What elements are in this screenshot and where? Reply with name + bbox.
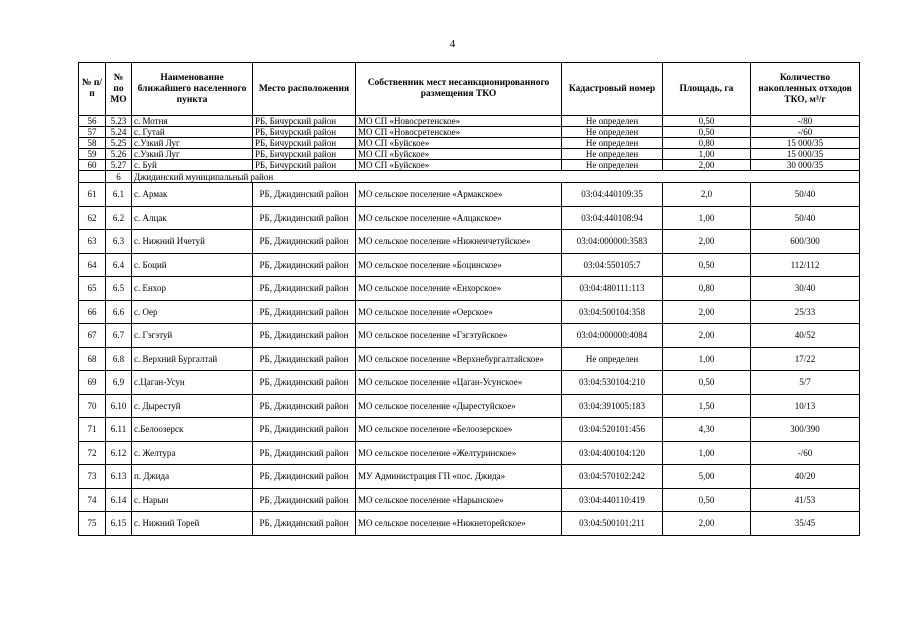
cell-cadastral: 03:04:520101:456 bbox=[562, 418, 663, 442]
header-area: Площадь, га bbox=[663, 63, 751, 116]
cell-settlement: с. Дырестуй bbox=[132, 394, 253, 418]
cell-volume: 40/52 bbox=[751, 324, 860, 348]
table-body-dzhida bbox=[79, 183, 860, 536]
cell-owner: МО сельское поселение «Енхорское» bbox=[356, 277, 562, 301]
cell-owner: МО сельское поселение «Желтуринское» bbox=[356, 441, 562, 465]
cell-mo-num: 6.15 bbox=[106, 512, 132, 536]
table-row bbox=[79, 441, 860, 465]
cell-num: 60 bbox=[79, 160, 106, 171]
cell-area: 4,30 bbox=[663, 418, 751, 442]
cell-num: 67 bbox=[79, 324, 106, 348]
cell-volume: 40/20 bbox=[751, 465, 860, 489]
cell-num: 75 bbox=[79, 512, 106, 536]
cell-settlement: с. Нижний Ичетуй bbox=[132, 230, 253, 254]
table-row bbox=[79, 465, 860, 489]
cell-volume: -/60 bbox=[751, 441, 860, 465]
cell-cadastral: Не определен bbox=[562, 160, 663, 171]
cell-mo-num: 6.2 bbox=[106, 206, 132, 230]
cell-num: 63 bbox=[79, 230, 106, 254]
cell-cadastral: 03:04:400104:120 bbox=[562, 441, 663, 465]
cell-num: 61 bbox=[79, 183, 106, 207]
cell-location: РБ, Джидинский район bbox=[253, 300, 356, 324]
table-row bbox=[79, 324, 860, 348]
cell-cadastral: Не определен bbox=[562, 149, 663, 160]
cell-num: 71 bbox=[79, 418, 106, 442]
section-row bbox=[79, 171, 860, 183]
cell-mo-num: 5.24 bbox=[106, 127, 132, 138]
cell-volume: 15 000/35 bbox=[751, 149, 860, 160]
cell-location: РБ, Джидинский район bbox=[253, 512, 356, 536]
cell-owner: МУ Администрация ГП «пос. Джида» bbox=[356, 465, 562, 489]
cell-settlement: с. Верхний Бургалтай bbox=[132, 347, 253, 371]
table-row bbox=[79, 300, 860, 324]
cell-location: РБ, Джидинский район bbox=[253, 394, 356, 418]
cell-volume: 41/53 bbox=[751, 488, 860, 512]
cell-mo-num: 6.8 bbox=[106, 347, 132, 371]
cell-cadastral: 03:04:000000:3583 bbox=[562, 230, 663, 254]
cell-mo-num: 6.10 bbox=[106, 394, 132, 418]
table-row bbox=[79, 160, 860, 171]
cell-mo-num: 6.9 bbox=[106, 371, 132, 395]
table-header-row bbox=[79, 63, 860, 116]
cell-num: 58 bbox=[79, 138, 106, 149]
cell-num: 62 bbox=[79, 206, 106, 230]
cell-volume: 30 000/35 bbox=[751, 160, 860, 171]
cell-area: 0,80 bbox=[663, 138, 751, 149]
cell-num: 66 bbox=[79, 300, 106, 324]
cell-cadastral: 03:04:480111:113 bbox=[562, 277, 663, 301]
cell-mo-num: 5.26 bbox=[106, 149, 132, 160]
cell-num: 73 bbox=[79, 465, 106, 489]
table-row bbox=[79, 206, 860, 230]
table-row bbox=[79, 371, 860, 395]
cell-settlement: с.Узкий Луг bbox=[132, 138, 253, 149]
cell-owner: МО СП «Новосретенское» bbox=[356, 127, 562, 138]
cell-cadastral: 03:04:550105:7 bbox=[562, 253, 663, 277]
cell-volume: 17/22 bbox=[751, 347, 860, 371]
table-row bbox=[79, 183, 860, 207]
cell-num: 64 bbox=[79, 253, 106, 277]
cell-settlement: с. Гутай bbox=[132, 127, 253, 138]
cell-volume: -/80 bbox=[751, 116, 860, 127]
table-row bbox=[79, 347, 860, 371]
cell-location: РБ, Джидинский район bbox=[253, 183, 356, 207]
table-row bbox=[79, 394, 860, 418]
table-row bbox=[79, 230, 860, 254]
cell-cadastral: 03:04:530104:210 bbox=[562, 371, 663, 395]
cell-cadastral: Не определен bbox=[562, 116, 663, 127]
cell-location: РБ, Бичурский район bbox=[253, 160, 356, 171]
cell-owner: МО сельское поселение «Нижнеичетуйское» bbox=[356, 230, 562, 254]
cell-location: РБ, Джидинский район bbox=[253, 230, 356, 254]
cell-cadastral: 03:04:440109:35 bbox=[562, 183, 663, 207]
table-row bbox=[79, 418, 860, 442]
cell-settlement: п. Джида bbox=[132, 465, 253, 489]
cell-owner: МО СП «Новосретенское» bbox=[356, 116, 562, 127]
cell-settlement: с. Гэгэтуй bbox=[132, 324, 253, 348]
cell-settlement: с. Нижний Торей bbox=[132, 512, 253, 536]
cell-owner: МО СП «Буйское» bbox=[356, 149, 562, 160]
cell-area: 2,00 bbox=[663, 160, 751, 171]
table-row bbox=[79, 127, 860, 138]
cell-volume: 35/45 bbox=[751, 512, 860, 536]
cell-volume: -/60 bbox=[751, 127, 860, 138]
cell-owner: МО сельское поселение «Верхнебургалтайское» bbox=[356, 347, 562, 371]
cell-owner: МО СП «Буйское» bbox=[356, 138, 562, 149]
cell-volume: 25/33 bbox=[751, 300, 860, 324]
cell-cadastral: 03:04:000000:4084 bbox=[562, 324, 663, 348]
cell-area: 0,80 bbox=[663, 277, 751, 301]
cell-num: 74 bbox=[79, 488, 106, 512]
waste-sites-table bbox=[78, 62, 860, 536]
cell-mo-num: 6.3 bbox=[106, 230, 132, 254]
section-empty-cell bbox=[79, 171, 106, 183]
cell-area: 2,00 bbox=[663, 324, 751, 348]
header-location: Место расположения bbox=[253, 63, 356, 116]
cell-mo-num: 6.6 bbox=[106, 300, 132, 324]
table-row bbox=[79, 512, 860, 536]
cell-cadastral: Не определен bbox=[562, 347, 663, 371]
table-row bbox=[79, 138, 860, 149]
cell-area: 1,00 bbox=[663, 206, 751, 230]
cell-mo-num: 6.7 bbox=[106, 324, 132, 348]
cell-area: 1,00 bbox=[663, 441, 751, 465]
table-body-bichura bbox=[79, 116, 860, 171]
table-row bbox=[79, 116, 860, 127]
cell-location: РБ, Джидинский район bbox=[253, 347, 356, 371]
cell-area: 5,00 bbox=[663, 465, 751, 489]
cell-mo-num: 6.13 bbox=[106, 465, 132, 489]
cell-settlement: с. Желтура bbox=[132, 441, 253, 465]
cell-owner: МО сельское поселение «Оерское» bbox=[356, 300, 562, 324]
cell-num: 57 bbox=[79, 127, 106, 138]
cell-location: РБ, Бичурский район bbox=[253, 127, 356, 138]
cell-settlement: с.Белоозерск bbox=[132, 418, 253, 442]
cell-volume: 600/300 bbox=[751, 230, 860, 254]
cell-settlement: с. Енхор bbox=[132, 277, 253, 301]
table-row bbox=[79, 149, 860, 160]
cell-location: РБ, Джидинский район bbox=[253, 206, 356, 230]
table-row bbox=[79, 488, 860, 512]
cell-volume: 300/390 bbox=[751, 418, 860, 442]
cell-area: 0,50 bbox=[663, 488, 751, 512]
cell-location: РБ, Джидинский район bbox=[253, 418, 356, 442]
cell-location: РБ, Джидинский район bbox=[253, 253, 356, 277]
cell-cadastral: 03:04:440110:419 bbox=[562, 488, 663, 512]
table-section bbox=[79, 171, 860, 183]
cell-settlement: с. Боций bbox=[132, 253, 253, 277]
cell-owner: МО сельское поселение «Нижнеторейское» bbox=[356, 512, 562, 536]
cell-settlement: с. Оер bbox=[132, 300, 253, 324]
cell-area: 0,50 bbox=[663, 371, 751, 395]
header-mo-num: № по МО bbox=[106, 63, 132, 116]
cell-location: РБ, Джидинский район bbox=[253, 371, 356, 395]
cell-num: 56 bbox=[79, 116, 106, 127]
cell-mo-num: 6.4 bbox=[106, 253, 132, 277]
cell-volume: 112/112 bbox=[751, 253, 860, 277]
cell-cadastral: 03:04:570102:242 bbox=[562, 465, 663, 489]
cell-area: 0,50 bbox=[663, 116, 751, 127]
cell-owner: МО сельское поселение «Белоозерское» bbox=[356, 418, 562, 442]
cell-owner: МО сельское поселение «Дырестуйское» bbox=[356, 394, 562, 418]
cell-num: 65 bbox=[79, 277, 106, 301]
cell-cadastral: 03:04:391005:183 bbox=[562, 394, 663, 418]
cell-volume: 10/13 bbox=[751, 394, 860, 418]
cell-area: 1,00 bbox=[663, 347, 751, 371]
cell-volume: 50/40 bbox=[751, 206, 860, 230]
cell-area: 1,50 bbox=[663, 394, 751, 418]
cell-area: 0,50 bbox=[663, 127, 751, 138]
cell-mo-num: 5.25 bbox=[106, 138, 132, 149]
cell-settlement: с. Мотня bbox=[132, 116, 253, 127]
cell-cadastral: 03:04:500104:358 bbox=[562, 300, 663, 324]
cell-location: РБ, Бичурский район bbox=[253, 138, 356, 149]
header-cadastral: Кадастровый номер bbox=[562, 63, 663, 116]
cell-cadastral: Не определен bbox=[562, 127, 663, 138]
cell-num: 72 bbox=[79, 441, 106, 465]
cell-mo-num: 6.1 bbox=[106, 183, 132, 207]
cell-location: РБ, Джидинский район bbox=[253, 465, 356, 489]
cell-cadastral: 03:04:500101:211 bbox=[562, 512, 663, 536]
cell-settlement: с. Алцак bbox=[132, 206, 253, 230]
cell-location: РБ, Джидинский район bbox=[253, 277, 356, 301]
cell-owner: МО сельское поселение «Алцакское» bbox=[356, 206, 562, 230]
cell-settlement: с.Цаган-Усун bbox=[132, 371, 253, 395]
cell-volume: 15 000/35 bbox=[751, 138, 860, 149]
cell-volume: 5/7 bbox=[751, 371, 860, 395]
cell-area: 2,00 bbox=[663, 230, 751, 254]
cell-area: 2,0 bbox=[663, 183, 751, 207]
section-mo-num: 6 bbox=[106, 171, 132, 183]
section-title: Джидинский муниципальный район bbox=[132, 171, 860, 183]
cell-mo-num: 6.11 bbox=[106, 418, 132, 442]
cell-area: 2,00 bbox=[663, 512, 751, 536]
cell-owner: МО сельское поселение «Боцинское» bbox=[356, 253, 562, 277]
cell-mo-num: 6.5 bbox=[106, 277, 132, 301]
header-settlement: Наименование ближайшего населенного пункта bbox=[132, 63, 253, 116]
cell-volume: 30/40 bbox=[751, 277, 860, 301]
header-num: № п/п bbox=[79, 63, 106, 116]
cell-owner: МО сельское поселение «Цаган-Усунское» bbox=[356, 371, 562, 395]
cell-num: 59 bbox=[79, 149, 106, 160]
cell-settlement: с.Узкий Луг bbox=[132, 149, 253, 160]
cell-mo-num: 6.12 bbox=[106, 441, 132, 465]
cell-num: 69 bbox=[79, 371, 106, 395]
table-row bbox=[79, 253, 860, 277]
cell-location: РБ, Джидинский район bbox=[253, 488, 356, 512]
cell-cadastral: Не определен bbox=[562, 138, 663, 149]
cell-area: 0,50 bbox=[663, 253, 751, 277]
cell-area: 2,00 bbox=[663, 300, 751, 324]
cell-settlement: с. Нарын bbox=[132, 488, 253, 512]
page-number: 4 bbox=[449, 38, 456, 50]
header-volume: Количество накопленных отходов ТКО, м³/г bbox=[751, 63, 860, 116]
cell-location: РБ, Бичурский район bbox=[253, 149, 356, 160]
header-owner: Собственник мест несанкционированного размещения ТКО bbox=[356, 63, 562, 116]
cell-location: РБ, Бичурский район bbox=[253, 116, 356, 127]
cell-mo-num: 5.27 bbox=[106, 160, 132, 171]
cell-owner: МО сельское поселение «Нарынское» bbox=[356, 488, 562, 512]
cell-mo-num: 5.23 bbox=[106, 116, 132, 127]
cell-location: РБ, Джидинский район bbox=[253, 441, 356, 465]
cell-volume: 50/40 bbox=[751, 183, 860, 207]
cell-cadastral: 03:04:440108:94 bbox=[562, 206, 663, 230]
cell-owner: МО СП «Буйское» bbox=[356, 160, 562, 171]
cell-owner: МО сельское поселение «Армакское» bbox=[356, 183, 562, 207]
table-row bbox=[79, 277, 860, 301]
cell-settlement: с. Армак bbox=[132, 183, 253, 207]
cell-location: РБ, Джидинский район bbox=[253, 324, 356, 348]
cell-area: 1,00 bbox=[663, 149, 751, 160]
cell-owner: МО сельское поселение «Гэгэтуйское» bbox=[356, 324, 562, 348]
cell-num: 68 bbox=[79, 347, 106, 371]
cell-mo-num: 6.14 bbox=[106, 488, 132, 512]
cell-num: 70 bbox=[79, 394, 106, 418]
cell-settlement: с. Буй bbox=[132, 160, 253, 171]
